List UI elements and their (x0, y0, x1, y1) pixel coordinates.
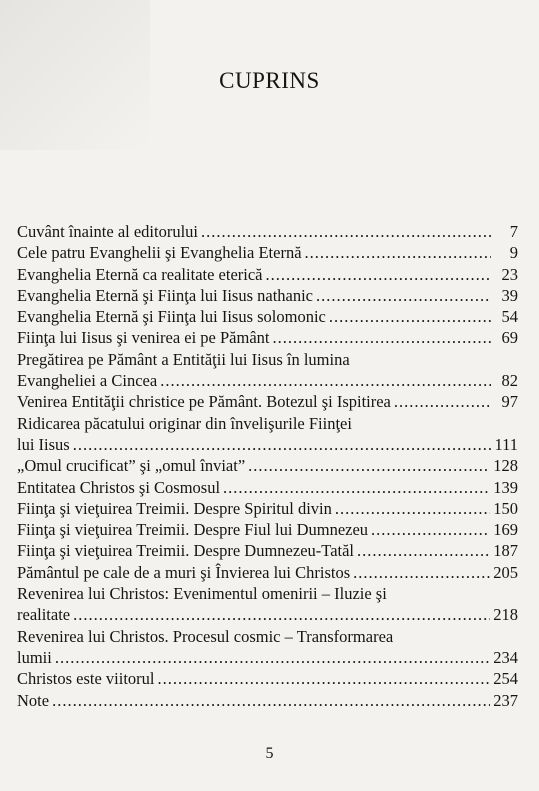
toc-entry-row (17, 647, 518, 668)
toc-entry-page-number: 9 (509, 243, 518, 263)
toc-entry (17, 583, 518, 626)
dot-leader (316, 285, 491, 306)
toc-entry-page-number: 23 (501, 264, 518, 284)
page-number: 5 (265, 745, 274, 762)
dot-leader (55, 647, 490, 668)
toc-entry-title: Evanghelia Eternă şi Fiinţa lui Iisus nathanic (17, 285, 314, 305)
toc-entry (17, 498, 518, 519)
toc-entry-page-number: 187 (493, 541, 518, 561)
toc-entry-title: Fiinţa şi vieţuirea Treimii. Despre Spiritul divin (17, 498, 332, 518)
toc-entry (17, 327, 518, 348)
toc-entry-page-number: 169 (493, 520, 518, 540)
toc-entry (17, 477, 518, 498)
toc-entry (17, 391, 518, 412)
toc-entry-title: lumii (17, 647, 52, 667)
toc-entry (17, 690, 518, 711)
toc-entry-title: Fiinţa lui Iisus şi venirea ei pe Pământ (17, 328, 270, 348)
toc-entry (17, 285, 518, 306)
toc-entry-row (17, 668, 518, 689)
toc-entry-row (17, 477, 518, 498)
dot-leader (371, 519, 490, 540)
toc-entry-row (17, 519, 518, 540)
table-of-contents (17, 221, 518, 711)
toc-entry-page-number: 97 (501, 392, 518, 412)
toc-entry (17, 540, 518, 561)
toc-entry-page-number: 234 (493, 647, 518, 667)
toc-entry-title: realitate (17, 605, 71, 625)
toc-entry (17, 221, 518, 242)
toc-entry-title: „Omul crucificat” şi „omul înviat” (17, 456, 246, 476)
toc-entry-row (17, 540, 518, 561)
dot-leader (73, 604, 490, 625)
toc-entry-page-number: 205 (493, 562, 518, 582)
toc-entry-title: Evanghelia Eternă şi Fiinţa lui Iisus solomonic (17, 307, 326, 327)
toc-entry-row (17, 604, 518, 625)
toc-entry-page-number: 82 (501, 371, 518, 391)
dot-leader (335, 498, 490, 519)
dot-leader (273, 327, 492, 348)
dot-leader (160, 370, 491, 391)
dot-leader (158, 668, 491, 689)
toc-entry-title: Cele patru Evanghelii şi Evanghelia Eternă (17, 243, 302, 263)
toc-entry-row (17, 455, 518, 476)
toc-entry-row (17, 562, 518, 583)
toc-entry-title-line: Ridicarea păcatului originar din învelişurile Fiinţei (17, 413, 352, 433)
dot-leader (223, 477, 490, 498)
toc-entry-title: Cuvânt înainte al editorului (17, 222, 199, 241)
dot-leader (52, 690, 490, 711)
toc-entry-row (17, 242, 518, 263)
toc-entry-title: Fiinţa şi vieţuirea Treimii. Despre Fiul lui Dumnezeu (17, 520, 369, 540)
toc-entry-row (17, 434, 518, 455)
toc-entry-row (17, 306, 518, 327)
toc-entry-row (17, 391, 518, 412)
dot-leader (266, 264, 491, 285)
toc-entry-row (17, 327, 518, 348)
toc-entry-page-number: 150 (493, 498, 518, 518)
toc-entry-title: Entitatea Christos şi Cosmosul (17, 477, 221, 497)
toc-entry-title-line: Pregătirea pe Pământ a Entităţii lui Iisus în lumina (17, 349, 350, 369)
dot-leader (357, 540, 490, 561)
dot-leader (73, 434, 491, 455)
toc-entry-page-number: 218 (493, 605, 518, 625)
toc-entry-row (17, 690, 518, 711)
toc-entry-title: Note (17, 690, 50, 710)
toc-entry-page-number: 254 (493, 669, 518, 689)
toc-entry (17, 413, 518, 456)
toc-entry (17, 455, 518, 476)
toc-entry-title: Fiinţa şi vieţuirea Treimii. Despre Dumnezeu-Tatăl (17, 541, 355, 561)
toc-entry (17, 519, 518, 540)
toc-entry-title-line: Revenirea lui Christos: Evenimentul omenirii – Iluzie şi (17, 584, 387, 604)
dot-leader (394, 391, 491, 412)
dot-leader (305, 242, 491, 263)
toc-entry-title: Christos este viitorul (17, 669, 155, 689)
toc-entry (17, 264, 518, 285)
toc-entry (17, 306, 518, 327)
toc-entry-page-number: 128 (493, 456, 518, 476)
toc-entry-page-number: 54 (501, 307, 518, 327)
toc-entry-title-line: Revenirea lui Christos. Procesul cosmic – Transformarea (17, 626, 394, 646)
toc-entry-title: Venirea Entităţii christice pe Pământ. Botezul şi Ispitirea (17, 392, 391, 412)
toc-entry-page-number: 139 (493, 477, 518, 497)
toc-entry-title: Pământul pe cale de a muri şi Învierea lui Christos (17, 562, 351, 582)
toc-entry-title: Evangheliei a Cincea (17, 371, 158, 391)
toc-entry-page-number: 237 (493, 690, 518, 710)
toc-entry-row (17, 370, 518, 391)
page-title: CUPRINS (219, 68, 320, 93)
toc-entry (17, 562, 518, 583)
toc-entry (17, 242, 518, 263)
toc-entry-title: lui Iisus (17, 434, 70, 454)
toc-entry-row (17, 498, 518, 519)
toc-entry (17, 349, 518, 392)
dot-leader (353, 562, 490, 583)
toc-entry-page-number: 111 (494, 434, 518, 454)
toc-entry-row (17, 264, 518, 285)
dot-leader (329, 306, 491, 327)
dot-leader (248, 455, 490, 476)
toc-entry (17, 668, 518, 689)
toc-entry (17, 626, 518, 669)
dot-leader (201, 221, 491, 242)
toc-entry-page-number: 69 (501, 328, 518, 348)
toc-entry-row (17, 221, 518, 242)
toc-entry-page-number: 39 (501, 285, 518, 305)
toc-entry-page-number: 7 (509, 222, 518, 241)
toc-entry-row (17, 285, 518, 306)
toc-entry-title: Evanghelia Eternă ca realitate eterică (17, 264, 263, 284)
